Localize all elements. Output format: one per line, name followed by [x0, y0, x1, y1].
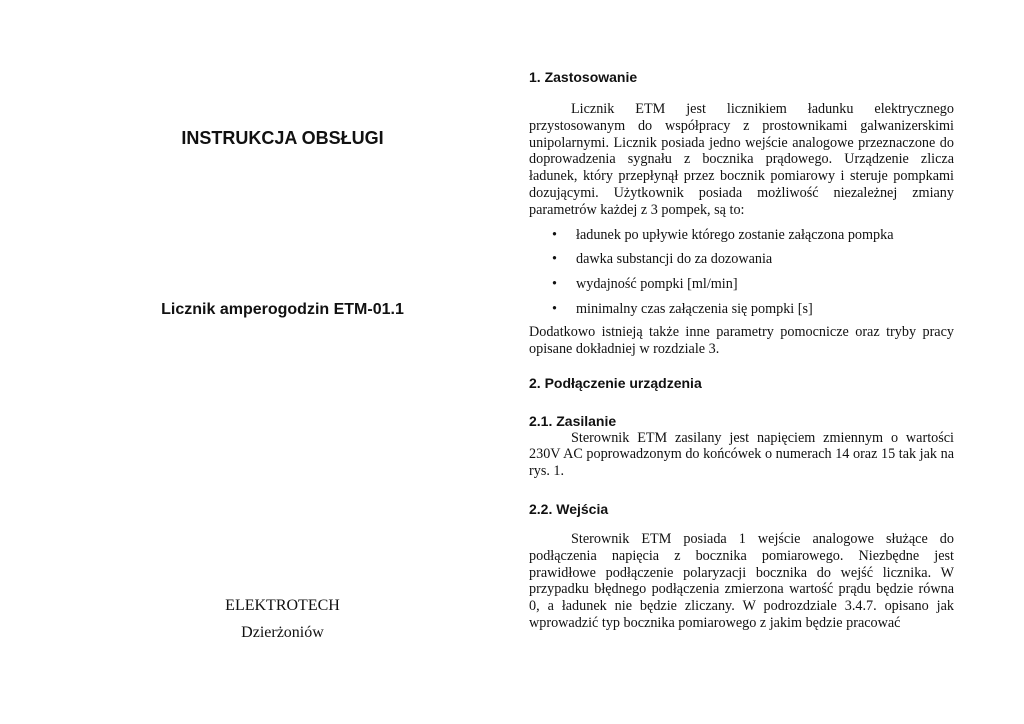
- list-item: • dawka substancji do za dozowania: [552, 251, 773, 268]
- section-2-2-heading: 2.2. Wejścia: [529, 501, 609, 518]
- list-item: • ładunek po upływie którego zostanie załączona pompka: [552, 226, 894, 243]
- bullet-icon: •: [552, 251, 557, 268]
- section-2-2-text: Sterownik ETM posiada 1 wejście analogowe służące do podłączenia napięcia z bocznika pomiarowego. Niezbędne jest prawidłowe podłączenie polaryzacji bocznika do wejść licznika. W przypadku błędnego podłączenia zmierzona wartość prądu będzie równa 0, a ładunek nie będzie zliczany. W podrozdziale 3.4.7. opisano jak wprowadzić typ bocznika pomiarowego z jakim będzie pracować: [529, 531, 954, 632]
- section-2-heading: 2. Podłączenie urządzenia: [529, 374, 702, 391]
- cover-subtitle: Licznik amperogodzin ETM-01.1: [161, 301, 404, 318]
- bullet-icon: •: [552, 301, 557, 318]
- content-column: [529, 68, 954, 632]
- list-item: • wydajność pompki [ml/min]: [552, 276, 738, 293]
- section-1-after: Dodatkowo istnieją także inne parametry pomocnicze oraz tryby pracy opisane dokładniej w rozdziale 3.: [529, 324, 954, 357]
- section-1-heading: 1. Zastosowanie: [529, 69, 638, 85]
- section-2-1-heading: 2.1. Zasilanie: [529, 412, 617, 429]
- cover-title: INSTRUKCJA OBSŁUGI: [181, 128, 384, 148]
- bullet-icon: •: [552, 276, 557, 293]
- section-2-1-text: Sterownik ETM zasilany jest napięciem zmiennym o wartości 230V AC poprowadzonym do końcówek o numerach 14 oraz 15 tak jak na rys. 1.: [529, 429, 954, 480]
- bullet-icon: •: [552, 226, 557, 243]
- parameter-list: [529, 227, 954, 318]
- section-1-paragraph: Licznik ETM jest licznikiem ładunku elektrycznego przystosowanym do współpracy z prostownikami galwanizerskimi unipolarnymi. Licznik posiada jedno wejście analogowe przeznaczone do doprowadzenia sygnału z bocznika prądowego. Urządzenie zlicza ładunek, który przepłynął przez bocznik pomiarowy i steruje pompkami dozującymi. Użytkownik posiada możliwość niezależnej zmiany parametrów każdej z 3 pompek, są to:: [529, 101, 954, 218]
- cover-company: ELEKTROTECH: [225, 597, 340, 614]
- cover-city: Dzierżoniów: [241, 624, 324, 641]
- list-item: • minimalny czas załączenia się pompki [s]: [552, 301, 813, 318]
